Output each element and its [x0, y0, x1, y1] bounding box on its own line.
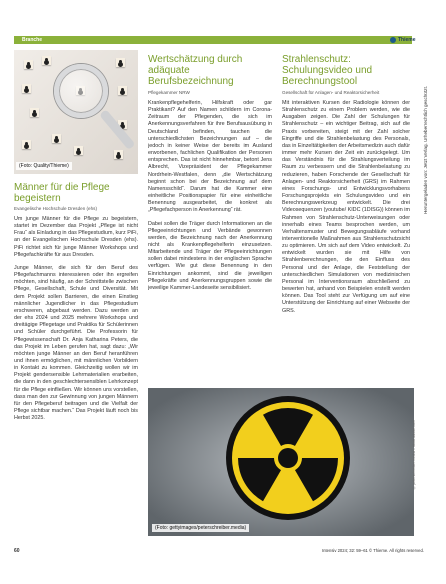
section-label: Branche: [22, 37, 43, 43]
col1-body: [14, 216, 138, 542]
col1-title: Männer für die Pflege begeistern: [14, 182, 110, 204]
col1-paragraph: Um junge Männer für die Pflege zu begeistern, startet im Dezember das Projekt „Pflege ist nicht Frau“ als Einladung in das Pflegestudium, kurz PiFi, an der Evangelischen Hochschule Dresden (ehs). PiFi richtet sich für junge Männer Workshops und Pflegefachkräfte für aus Dresden.: [14, 216, 138, 258]
journal-citation: Intensiv 2024; 32: 59–61 © Thieme. All rights reserved.: [322, 548, 424, 553]
col3-subline: Gesellschaft für Anlagen- und Reaktorsicherheit: [282, 90, 380, 95]
magnifying-glass-icon: [54, 64, 108, 118]
page-number: 60: [14, 548, 20, 554]
download-note: Heruntergeladen von: Jetzt Verlag. Urheberrechtlich geschützt.: [423, 86, 428, 214]
col3-title: Strahlenschutz: Schulungsvideo und Berechnungstool: [282, 54, 373, 87]
logo-icon: [390, 37, 396, 43]
section-header-bar: [14, 36, 412, 44]
col3-body: [282, 100, 410, 346]
logo-text: Thieme: [398, 37, 416, 43]
col2-paragraph: Krankenpflegehelferin, Hilfskraft oder gar Praktikant? Auf den Namen schildern im Corona-Zeitraum der Pflegenden, die sich im Anerkennungsverfahren für ihre Berufsausübung in Deutschland befinden, tauchen die unterschiedlichsten Bezeichnungen auf – die jedoch in keiner Weise der bereits im Ausland erworbenen, fachlichen Qualifikation der Personen entsprechen. Das ist nicht hinnehmbar, betont Jens Albrecht, Vizepräsident der Pflegekammer Nordrhein-Westfalen, denn „die Wertschätzung beginnt schon bei der Bezeichnung auf dem Namensschild“. Darum hat die Kammer eine einheitliche Positionspapier für eine einheitliche Benennung ausgearbeitet, die konkret als „Pflegefachperson in Anerkennung“ rät.: [148, 100, 272, 214]
col2-title: Wertschätzung durch adäquate Berufsbezeichnung: [148, 54, 243, 87]
col2-body: [148, 100, 272, 382]
publisher-logo: [390, 36, 416, 44]
col2-subline: Pflegekammer NRW: [148, 90, 190, 95]
col1-paragraph: Junge Männer, die sich für den Beruf des Pflegefachmanns interessieren oder ihn ergreifen möchten, sind häufig, an der Schnittstelle zwischen Pflege, Gesellschaft, Schule und Diversität. Mit dem Projekt sollen Barrieren, die einen Einstieg männlicher Jugendlicher in das Pflegestudium erschweren, abgebaut werden. Dazu werden an der ehs 2024 und 2025 mehrere Workshops und dreitägige Pflegetage und Praktika für Schülerinnen und Schüler durchgeführt. Die Professorin für Pflegewissenschaft Dr. Anja Katharina Peters, die das Projekt im Leben gerufen hat, sagt dazu: „Wir möchten junge Männer an den Beruf heranführen und ihnen ermöglichen, mit männlichen Vorbildern in Kontakt zu kommen. Gleichzeitig wollen wir im Projekt gendersensible Lehrmaterialien erarbeiten, die dann in den geschlechtersensiblen Lehrkonzept für die Pflege einfließen. Wir können uns vorstellen, dass man den zur Gewinnung von jungen Männern für den Pflegeberuf beitragen und die Vielfalt der Pflege sichtbar machen.“ Das Projekt läuft noch bis Herbst 2025.: [14, 264, 138, 422]
radiation-sign-photo: [148, 388, 414, 536]
radiation-warning-icon: [148, 388, 414, 536]
magnifier-handle: [99, 109, 135, 150]
col3-paragraph: Mit interaktiven Kursen der Radiologie können der Strahlenschutz zu einem Problem werden, wie die Ausgaben zeigen. Die Zahl der Schulungen für Strahlenschutz – ein wichtiger Beitrag, sich auf die Praxis vorbereiten, steigt mit der Zahl solcher Eingriffe und die Strahlenbelastung des Personals, das in Einzeltätigkeiten der Arbeitsmedizin auch dafür immer mehr Kursen der Zeit ein zurückgelegt. Um das Verständnis für die Strahlungsverteilung im Raum zu verbessern und die Strahlenbelastung zu reduzieren, haben Forschende der Gesellschaft für Anlagen- und Reaktorsicherheit (GRS) im Rahmen eines Forschungs- und Entwicklungsvorhabens Forschungsprojekts ein Schulungsvideo und ein Berechnungswerkzeug entwickelt. Die drei Videosequenzen (youtube/ KIDC (1DISG)) können im Rahmen von Strahlenschutz-Unterweisungen oder innerhalb eines Teams besprochen werden, um Verhaltensmuster und Bewegungsabläufe vorhand interventionelle Maßnahmen aus Strahlenschutzsicht zu optimieren. Um sich auf dem Video entwickelt. Zu entwickelt wurden sie mit Hilfe von Strahlenberechnungen, die den Einfluss des Personal und der Anlage, die Feststellung der unterschiedlichen Simulationen von medizinischen Personal im Interventionsraum abschließend zu bewerten hat, anhand von Beispielen erstellt werden können. Das Tool steht zur Verfügung um auf eine Unterstützung der Einrichtung auf einer Webseite der GRS.: [282, 100, 410, 314]
photo2-caption: (Foto: gettyimages/peterschreiber.media): [152, 524, 249, 532]
col1-subline: Evangelische Hochschule Dresden (ehs): [14, 206, 97, 211]
photo1-caption: (Foto: Quality/Thieme): [16, 162, 72, 170]
photo2-credit: © peterschreiber.media – stock.adobe.com: [412, 420, 416, 490]
magnifier-photo: [14, 50, 138, 174]
col2-paragraph: Dabei sollen die Träger durch Informationen an die Pflegeeinrichtungen und Verbände gewonnen werden, die Bezeichnung nach der Anerkennung nicht als Krankenpflegehelferin einzusetzen. Mitarbeitende und Träger der Pflegeeinrichtungen sollen dabei mindestens in der englischen Sprache verfügen. Wie gut diese Benennung in den Einrichtungen ankommt, sind die jeweiligen Pflegekräfte und Anerkennungsgruppen sowie die jeweilige Kammer-Landeseite sensibilisiert.: [148, 220, 272, 291]
